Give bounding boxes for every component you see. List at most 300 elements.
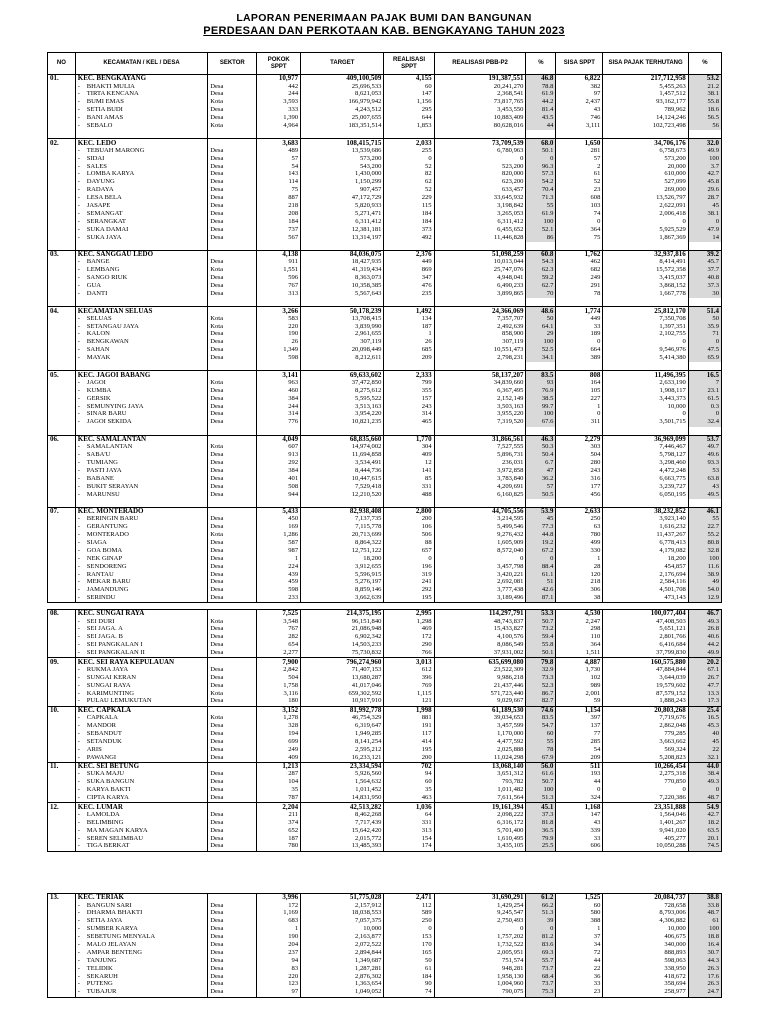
desa-realisasi-sppt: 292 <box>384 587 434 595</box>
kecamatan-sisa-percent: 39.2 <box>688 250 721 258</box>
kecamatan-realisasi-pbb: 73,709,539 <box>434 139 526 147</box>
desa-sisa-sppt: 22 <box>556 965 603 973</box>
desa-target: 543,200 <box>301 163 384 171</box>
desa-sisa-percent: 0.3 <box>688 403 721 411</box>
desa-pokok-sppt: 204 <box>257 941 301 949</box>
desa-realisasi-pbb: 21,437,446 <box>434 682 526 690</box>
desa-realisasi-sppt: 644 <box>384 114 434 122</box>
desa-sisa-sppt: 989 <box>556 682 603 690</box>
desa-sisa-sppt: 28 <box>556 563 603 571</box>
desa-realisasi-sppt: 52 <box>384 187 434 195</box>
desa-percent: 37.3 <box>526 811 556 819</box>
desa-realisasi-pbb: 1,170,000 <box>434 730 526 738</box>
kecamatan-row <box>48 371 722 379</box>
desa-sisa-percent: 0 <box>688 411 721 419</box>
desa-sisa-percent: 45 <box>688 738 721 746</box>
desa-name: - LOMBA KARYA <box>75 171 207 179</box>
kecamatan-realisasi-sppt: 2,033 <box>384 139 434 147</box>
spacer-cell <box>257 242 301 251</box>
desa-realisasi-pbb: 3,435,105 <box>434 843 526 851</box>
desa-realisasi-sppt: 869 <box>384 267 434 275</box>
desa-pokok-sppt: 1,758 <box>257 682 301 690</box>
desa-sisa-sppt: 44 <box>556 779 603 787</box>
desa-realisasi-sppt: 195 <box>384 595 434 603</box>
desa-number <box>48 754 76 762</box>
desa-number <box>48 902 76 910</box>
desa-name: - SENDORENG <box>75 563 207 571</box>
spacer-cell <box>603 362 688 371</box>
desa-realisasi-sppt: 195 <box>384 746 434 754</box>
kecamatan-target: 68,835,660 <box>301 435 384 443</box>
desa-sisa-sppt: 2,001 <box>556 690 603 698</box>
desa-realisasi-sppt: 304 <box>384 444 434 452</box>
desa-realisasi-sppt: 200 <box>384 754 434 762</box>
desa-name: - BHAKTI MULIA <box>75 83 207 91</box>
desa-realisasi-pbb: 5,896,731 <box>434 451 526 459</box>
desa-realisasi-pbb: 4,948,041 <box>434 274 526 282</box>
desa-sisa-sppt: 608 <box>556 194 603 202</box>
desa-pokok-sppt: 97 <box>257 989 301 997</box>
desa-pokok-sppt: 450 <box>257 516 301 524</box>
desa-sisa-sppt: 388 <box>556 918 603 926</box>
desa-sisa-percent: 32.1 <box>688 754 721 762</box>
desa-sisa-pajak: 10,000 <box>603 926 688 934</box>
desa-realisasi-pbb: 39,034,653 <box>434 715 526 723</box>
desa-pokok-sppt: 172 <box>257 902 301 910</box>
desa-realisasi-pbb: 15,433,827 <box>434 626 526 634</box>
desa-realisasi-sppt: 396 <box>384 674 434 682</box>
desa-sisa-pajak: 47,408,503 <box>603 618 688 626</box>
desa-percent: 70 <box>526 290 556 298</box>
desa-number <box>48 722 76 730</box>
kecamatan-sisa-sppt: 4,530 <box>556 610 603 618</box>
desa-sisa-pajak: 405,277 <box>603 835 688 843</box>
desa-sisa-percent: 11.6 <box>688 563 721 571</box>
desa-target: 3,839,990 <box>301 323 384 331</box>
desa-sisa-percent: 55.2 <box>688 531 721 539</box>
kecamatan-sektor <box>208 75 257 83</box>
desa-percent: 61.1 <box>526 571 556 579</box>
desa-target: 2,961,655 <box>301 331 384 339</box>
desa-sektor: Desa <box>208 595 257 603</box>
desa-sektor: Kota <box>208 715 257 723</box>
kecamatan-sisa-pajak: 38,232,852 <box>603 507 688 515</box>
desa-target: 11,694,858 <box>301 451 384 459</box>
desa-row <box>48 674 722 682</box>
desa-sektor: Desa <box>208 91 257 99</box>
desa-sisa-percent: 80.8 <box>688 539 721 547</box>
desa-number <box>48 387 76 395</box>
desa-sektor: Desa <box>208 187 257 195</box>
desa-target: 907,457 <box>301 187 384 195</box>
spacer-cell <box>556 362 603 371</box>
desa-name: - RADAYA <box>75 187 207 195</box>
desa-realisasi-sppt: 117 <box>384 730 434 738</box>
desa-sektor: Desa <box>208 114 257 122</box>
desa-percent: 59.4 <box>526 634 556 642</box>
desa-row <box>48 730 722 738</box>
desa-row <box>48 957 722 965</box>
desa-target: 1,049,052 <box>301 989 384 997</box>
desa-sisa-sppt: 2,247 <box>556 618 603 626</box>
desa-sisa-pajak: 6,050,195 <box>603 491 688 499</box>
desa-name: - LEMBANG <box>75 267 207 275</box>
desa-number <box>48 618 76 626</box>
desa-realisasi-pbb: 6,455,652 <box>434 226 526 234</box>
kecamatan-target: 50,178,239 <box>301 307 384 315</box>
desa-sektor: Desa <box>208 981 257 989</box>
desa-realisasi-sppt: 52 <box>384 163 434 171</box>
desa-row <box>48 155 722 163</box>
kecamatan-sisa-sppt: 4,887 <box>556 658 603 666</box>
desa-sisa-percent: 12.9 <box>688 595 721 603</box>
desa-sisa-pajak: 7,350,708 <box>603 315 688 323</box>
kecamatan-name: KEC. TERIAK <box>75 894 207 902</box>
spacer-cell <box>208 130 257 139</box>
desa-target: 1,949,285 <box>301 730 384 738</box>
desa-pokok-sppt: 1,286 <box>257 531 301 539</box>
desa-sisa-percent: 48.7 <box>688 794 721 802</box>
spacer-cell <box>526 242 556 251</box>
desa-sisa-pajak: 3,239,727 <box>603 483 688 491</box>
desa-realisasi-sppt: 187 <box>384 323 434 331</box>
desa-sisa-percent: 42.7 <box>688 811 721 819</box>
kecamatan-sektor <box>208 894 257 902</box>
desa-sisa-sppt: 102 <box>556 674 603 682</box>
desa-number <box>48 282 76 290</box>
desa-sisa-sppt: 63 <box>556 524 603 532</box>
desa-target: 7,115,778 <box>301 524 384 532</box>
desa-sektor: Desa <box>208 811 257 819</box>
desa-row <box>48 323 722 331</box>
desa-number <box>48 147 76 155</box>
desa-pokok-sppt: 224 <box>257 563 301 571</box>
kecamatan-sektor <box>208 610 257 618</box>
desa-sisa-sppt: 103 <box>556 202 603 210</box>
desa-target: 13,539,686 <box>301 147 384 155</box>
desa-target: 18,200 <box>301 555 384 563</box>
spacer-cell <box>556 499 603 508</box>
desa-number <box>48 411 76 419</box>
desa-target: 10,358,385 <box>301 282 384 290</box>
desa-row <box>48 99 722 107</box>
desa-number <box>48 451 76 459</box>
kecamatan-realisasi-pbb: 58,137,207 <box>434 371 526 379</box>
desa-sisa-sppt: 285 <box>556 738 603 746</box>
kecamatan-target: 84,036,075 <box>301 250 384 258</box>
desa-number <box>48 202 76 210</box>
kecamatan-pokok-sppt: 3,141 <box>257 371 301 379</box>
desa-sisa-pajak: 569,324 <box>603 746 688 754</box>
desa-number <box>48 315 76 323</box>
desa-realisasi-sppt: 209 <box>384 355 434 363</box>
desa-name: - TANJUNG <box>75 957 207 965</box>
desa-sisa-pajak: 7,446,467 <box>603 444 688 452</box>
kecamatan-pokok-sppt: 4,049 <box>257 435 301 443</box>
desa-realisasi-sppt: 184 <box>384 218 434 226</box>
desa-number <box>48 226 76 234</box>
desa-sisa-pajak: 15,572,358 <box>603 267 688 275</box>
desa-number <box>48 483 76 491</box>
desa-sisa-sppt: 682 <box>556 267 603 275</box>
desa-row <box>48 483 722 491</box>
desa-sisa-sppt: 324 <box>556 794 603 802</box>
desa-pokok-sppt: 237 <box>257 949 301 957</box>
desa-pokok-sppt: 244 <box>257 403 301 411</box>
desa-number <box>48 444 76 452</box>
desa-sisa-percent: 100 <box>688 926 721 934</box>
desa-sektor: Desa <box>208 965 257 973</box>
desa-sisa-sppt: 61 <box>556 171 603 179</box>
desa-target: 1,287,281 <box>301 965 384 973</box>
desa-name: - SABA'U <box>75 451 207 459</box>
desa-sisa-percent: 61 <box>688 918 721 926</box>
desa-sektor: Desa <box>208 933 257 941</box>
desa-realisasi-sppt: 184 <box>384 973 434 981</box>
desa-realisasi-pbb: 1,958,130 <box>434 973 526 981</box>
desa-sisa-percent: 45.7 <box>688 259 721 267</box>
desa-name: - RUKMA JAYA <box>75 666 207 674</box>
desa-realisasi-sppt: 235 <box>384 290 434 298</box>
desa-sisa-sppt: 77 <box>556 730 603 738</box>
desa-realisasi-pbb: 6,311,412 <box>434 218 526 226</box>
kecamatan-sektor <box>208 762 257 770</box>
desa-realisasi-sppt: 229 <box>384 194 434 202</box>
spacer-cell <box>688 242 721 251</box>
desa-row <box>48 187 722 195</box>
desa-name: - JASAPE <box>75 202 207 210</box>
spacer-cell <box>526 298 556 307</box>
desa-sisa-percent: 7 <box>688 379 721 387</box>
desa-percent: 81.4 <box>526 107 556 115</box>
desa-percent: 61.9 <box>526 210 556 218</box>
desa-sektor: Desa <box>208 547 257 555</box>
desa-sisa-pajak: 1,908,117 <box>603 387 688 395</box>
desa-sektor: Desa <box>208 403 257 411</box>
spacer-cell <box>48 242 76 251</box>
desa-target: 6,311,412 <box>301 218 384 226</box>
desa-target: 18,427,935 <box>301 259 384 267</box>
desa-pokok-sppt: 460 <box>257 387 301 395</box>
desa-target: 7,137,735 <box>301 516 384 524</box>
desa-row <box>48 274 722 282</box>
desa-target: 96,151,840 <box>301 618 384 626</box>
desa-pokok-sppt: 4,964 <box>257 122 301 130</box>
kecamatan-name: KEC. SANGGAU LEDO <box>75 250 207 258</box>
kecamatan-pokok-sppt: 2,204 <box>257 803 301 811</box>
report-title: LAPORAN PENERIMAAN PAJAK BUMI DAN BANGUNAN <box>236 12 532 24</box>
desa-sektor: Desa <box>208 331 257 339</box>
desa-sisa-pajak: 779,285 <box>603 730 688 738</box>
desa-sisa-percent: 37.7 <box>688 267 721 275</box>
desa-row <box>48 210 722 218</box>
spacer-cell <box>48 298 76 307</box>
desa-row <box>48 690 722 698</box>
desa-target: 8,859,146 <box>301 587 384 595</box>
desa-sisa-pajak: 418,672 <box>603 973 688 981</box>
desa-sisa-percent: 65.9 <box>688 355 721 363</box>
desa-sisa-sppt: 72 <box>556 949 603 957</box>
desa-pokok-sppt: 218 <box>257 202 301 210</box>
desa-pokok-sppt: 123 <box>257 981 301 989</box>
desa-realisasi-sppt: 1,115 <box>384 690 434 698</box>
spacer-cell <box>48 499 76 508</box>
spacer-cell <box>257 427 301 436</box>
spacer-cell <box>301 499 384 508</box>
desa-name: - MANDOR <box>75 722 207 730</box>
desa-realisasi-pbb: 4,477,592 <box>434 738 526 746</box>
kecamatan-sisa-sppt: 1,650 <box>556 139 603 147</box>
desa-sektor: Desa <box>208 563 257 571</box>
desa-row <box>48 738 722 746</box>
desa-sisa-pajak: 0 <box>603 218 688 226</box>
desa-sektor: Desa <box>208 451 257 459</box>
kecamatan-sektor <box>208 139 257 147</box>
desa-sisa-percent: 17.6 <box>688 973 721 981</box>
desa-sisa-percent: 48.7 <box>688 910 721 918</box>
desa-realisasi-sppt: 409 <box>384 451 434 459</box>
desa-sisa-pajak: 4,306,882 <box>603 918 688 926</box>
desa-row <box>48 642 722 650</box>
desa-row <box>48 579 722 587</box>
kecamatan-target: 82,938,408 <box>301 507 384 515</box>
desa-sisa-percent: 32.8 <box>688 547 721 555</box>
kecamatan-sisa-pajak: 36,969,099 <box>603 435 688 443</box>
desa-name: - SEKARUH <box>75 973 207 981</box>
desa-target: 7,717,439 <box>301 819 384 827</box>
kecamatan-pokok-sppt: 3,683 <box>257 139 301 147</box>
desa-percent: 86.7 <box>526 690 556 698</box>
desa-pokok-sppt: 508 <box>257 483 301 491</box>
desa-percent: 0 <box>526 155 556 163</box>
desa-sisa-percent: 40.8 <box>688 274 721 282</box>
desa-sektor: Desa <box>208 347 257 355</box>
desa-sisa-sppt: 177 <box>556 483 603 491</box>
kecamatan-sisa-percent: 16.5 <box>688 371 721 379</box>
kecamatan-sisa-sppt: 2,633 <box>556 507 603 515</box>
header-percent: % <box>526 53 556 75</box>
desa-row <box>48 226 722 234</box>
desa-name: - SIDAI <box>75 155 207 163</box>
desa-pokok-sppt: 504 <box>257 674 301 682</box>
desa-percent: 55.8 <box>526 642 556 650</box>
desa-target: 1,363,654 <box>301 981 384 989</box>
desa-name: - BABANE <box>75 475 207 483</box>
desa-realisasi-pbb: 3,189,496 <box>434 595 526 603</box>
desa-realisasi-sppt: 1 <box>384 331 434 339</box>
spacer-cell <box>688 427 721 436</box>
desa-row <box>48 819 722 827</box>
desa-number <box>48 965 76 973</box>
desa-sisa-percent: 22 <box>688 746 721 754</box>
desa-pokok-sppt: 180 <box>257 698 301 706</box>
desa-row <box>48 179 722 187</box>
desa-sisa-sppt: 110 <box>556 634 603 642</box>
desa-sisa-percent: 0 <box>688 218 721 226</box>
desa-sisa-percent: 38.1 <box>688 91 721 99</box>
desa-sisa-percent: 0 <box>688 339 721 347</box>
desa-name: - SUNGAI KERAN <box>75 674 207 682</box>
desa-realisasi-pbb: 9,986,218 <box>434 674 526 682</box>
desa-number <box>48 918 76 926</box>
kecamatan-percent: 53.3 <box>526 610 556 618</box>
spacer-cell <box>556 298 603 307</box>
desa-sisa-pajak: 7,719,676 <box>603 715 688 723</box>
desa-sektor: Kota <box>208 323 257 331</box>
desa-realisasi-sppt: 172 <box>384 634 434 642</box>
kecamatan-percent: 48.6 <box>526 307 556 315</box>
desa-realisasi-sppt: 174 <box>384 843 434 851</box>
spacer-cell <box>603 242 688 251</box>
desa-sektor: Kota <box>208 531 257 539</box>
desa-sisa-percent: 71 <box>688 331 721 339</box>
spacer-cell <box>301 362 384 371</box>
kecamatan-sektor <box>208 435 257 443</box>
desa-row <box>48 571 722 579</box>
desa-name: - PUTENG <box>75 981 207 989</box>
desa-sisa-percent: 49.9 <box>688 649 721 657</box>
desa-pokok-sppt: 780 <box>257 843 301 851</box>
desa-percent: 50.3 <box>526 444 556 452</box>
desa-row <box>48 387 722 395</box>
kecamatan-pokok-sppt: 5,433 <box>257 507 301 515</box>
desa-sisa-sppt: 298 <box>556 626 603 634</box>
spacer-row <box>48 362 722 371</box>
desa-sektor: Desa <box>208 419 257 427</box>
spacer-cell <box>75 427 207 436</box>
desa-number <box>48 981 76 989</box>
desa-target: 13,680,287 <box>301 674 384 682</box>
desa-sisa-sppt: 209 <box>556 754 603 762</box>
desa-realisasi-sppt: 331 <box>384 819 434 827</box>
desa-sektor: Desa <box>208 666 257 674</box>
kecamatan-realisasi-pbb: 24,366,069 <box>434 307 526 315</box>
desa-percent: 36.5 <box>526 827 556 835</box>
desa-sisa-pajak: 7,220,386 <box>603 794 688 802</box>
desa-sisa-pajak: 527,099 <box>603 179 688 187</box>
desa-realisasi-pbb: 3,198,842 <box>434 202 526 210</box>
spacer-cell <box>434 130 526 139</box>
spacer-cell <box>208 427 257 436</box>
desa-realisasi-sppt: 64 <box>384 811 434 819</box>
desa-target: 6,319,647 <box>301 722 384 730</box>
desa-sisa-percent: 26.3 <box>688 981 721 989</box>
desa-row <box>48 202 722 210</box>
kecamatan-name: KEC. BENGKAYANG <box>75 75 207 83</box>
kecamatan-target: 51,775,028 <box>301 894 384 902</box>
desa-sektor: Desa <box>208 722 257 730</box>
kecamatan-sisa-sppt: 1,168 <box>556 803 603 811</box>
desa-pokok-sppt: 2,842 <box>257 666 301 674</box>
kecamatan-realisasi-pbb: 13,068,140 <box>434 762 526 770</box>
desa-sisa-pajak: 406,675 <box>603 933 688 941</box>
desa-pokok-sppt: 143 <box>257 171 301 179</box>
desa-realisasi-pbb: 80,628,016 <box>434 122 526 130</box>
desa-realisasi-pbb: 523,200 <box>434 163 526 171</box>
desa-row <box>48 715 722 723</box>
desa-sisa-sppt: 364 <box>556 642 603 650</box>
desa-name: - KARIMUNTING <box>75 690 207 698</box>
desa-number <box>48 626 76 634</box>
desa-pokok-sppt: 1,349 <box>257 347 301 355</box>
desa-row <box>48 941 722 949</box>
kecamatan-realisasi-sppt: 1,036 <box>384 803 434 811</box>
spacer-cell <box>603 499 688 508</box>
kecamatan-sisa-pajak: 34,706,176 <box>603 139 688 147</box>
kecamatan-realisasi-pbb: 51,098,259 <box>434 250 526 258</box>
desa-target: 573,200 <box>301 155 384 163</box>
desa-sektor: Kota <box>208 690 257 698</box>
